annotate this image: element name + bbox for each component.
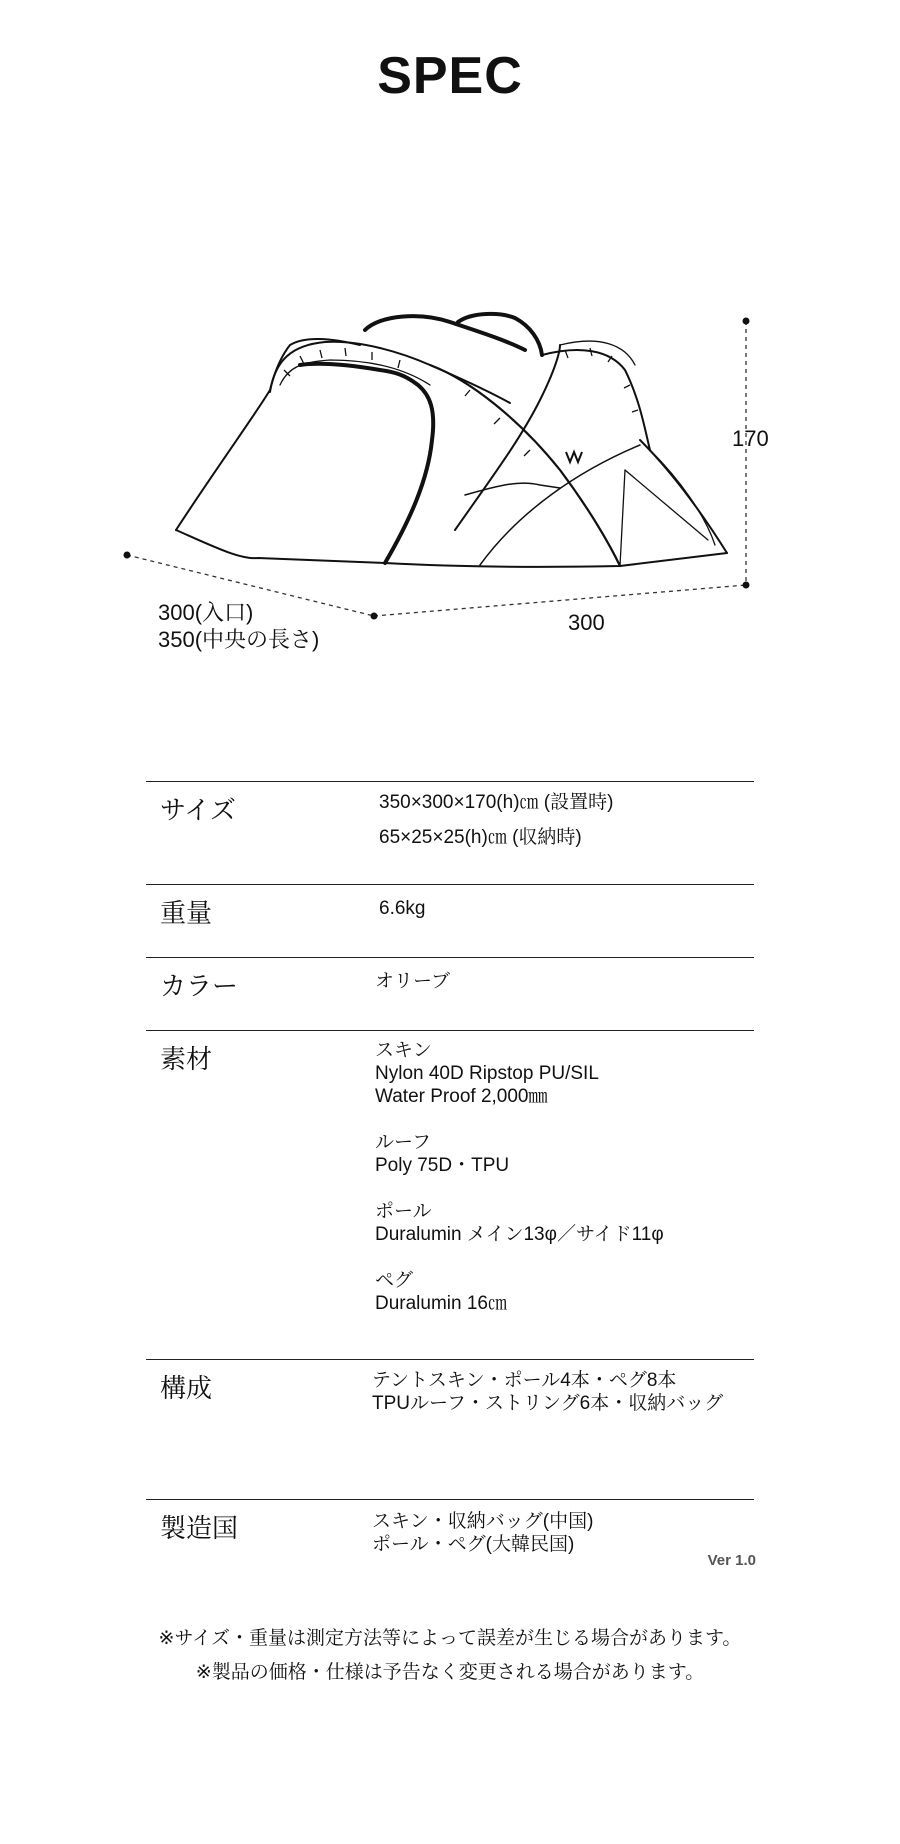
origin-value <box>372 1510 593 1556</box>
contents-line-1: テントスキン・ポール4本・ペグ8本 <box>372 1370 677 1391</box>
contents-value <box>372 1369 723 1415</box>
weight-value: 6.6kg <box>379 898 426 919</box>
color-value: オリーブ <box>375 971 451 992</box>
material-label: 素材 <box>160 1044 213 1074</box>
tent-outline <box>176 314 727 567</box>
origin-line-2: ポール・ペグ(大韓民国) <box>372 1534 575 1555</box>
tent-diagram <box>0 0 900 680</box>
material-peg: Duralumin 16㎝ <box>375 1293 507 1314</box>
page-title: SPEC <box>377 47 523 105</box>
depth-label-center: 350(中央の長さ) <box>158 627 320 652</box>
material-roof: Poly 75D・TPU <box>375 1155 510 1176</box>
material-value <box>375 1039 664 1315</box>
divider <box>146 1499 754 1500</box>
depth-label-entrance: 300(入口) <box>158 600 254 625</box>
divider <box>146 1359 754 1360</box>
material-skin-fabric: Nylon 40D Ripstop PU/SIL <box>375 1063 599 1084</box>
color-label: カラー <box>160 971 239 1001</box>
divider <box>146 957 754 958</box>
size-label: サイズ <box>160 795 236 825</box>
origin-label: 製造国 <box>160 1513 239 1543</box>
disclaimer-size-weight: ※サイズ・重量は測定方法等によって誤差が生じる場合があります。 <box>158 1628 742 1649</box>
size-stored: 65×25×25(h)㎝ (収納時) <box>379 827 582 848</box>
height-label: 170 <box>732 426 769 451</box>
divider <box>146 781 754 782</box>
disclaimer-price-spec: ※製品の価格・仕様は予告なく変更される場合があります。 <box>195 1662 705 1683</box>
material-pole: Duralumin メイン13φ／サイド11φ <box>375 1224 664 1245</box>
divider <box>146 884 754 885</box>
material-skin-title: スキン <box>375 1040 432 1061</box>
dimension-lines <box>127 321 746 616</box>
material-peg-title: ペグ <box>375 1270 414 1291</box>
size-installed: 350×300×170(h)㎝ (設置時) <box>379 792 614 813</box>
contents-label: 構成 <box>160 1373 213 1403</box>
size-value <box>379 791 613 849</box>
material-roof-title: ルーフ <box>375 1132 432 1153</box>
divider <box>146 1030 754 1031</box>
material-pole-title: ポール <box>375 1201 432 1222</box>
weight-label: 重量 <box>160 898 213 928</box>
origin-line-1: スキン・収納バッグ(中国) <box>372 1511 594 1532</box>
contents-line-2: TPUルーフ・ストリング6本・収納バッグ <box>372 1393 724 1414</box>
material-skin-waterproof: Water Proof 2,000㎜ <box>375 1086 548 1107</box>
version-label: Ver 1.0 <box>707 1552 756 1569</box>
width-label: 300 <box>568 610 605 635</box>
brand-logo-mark <box>566 452 582 462</box>
